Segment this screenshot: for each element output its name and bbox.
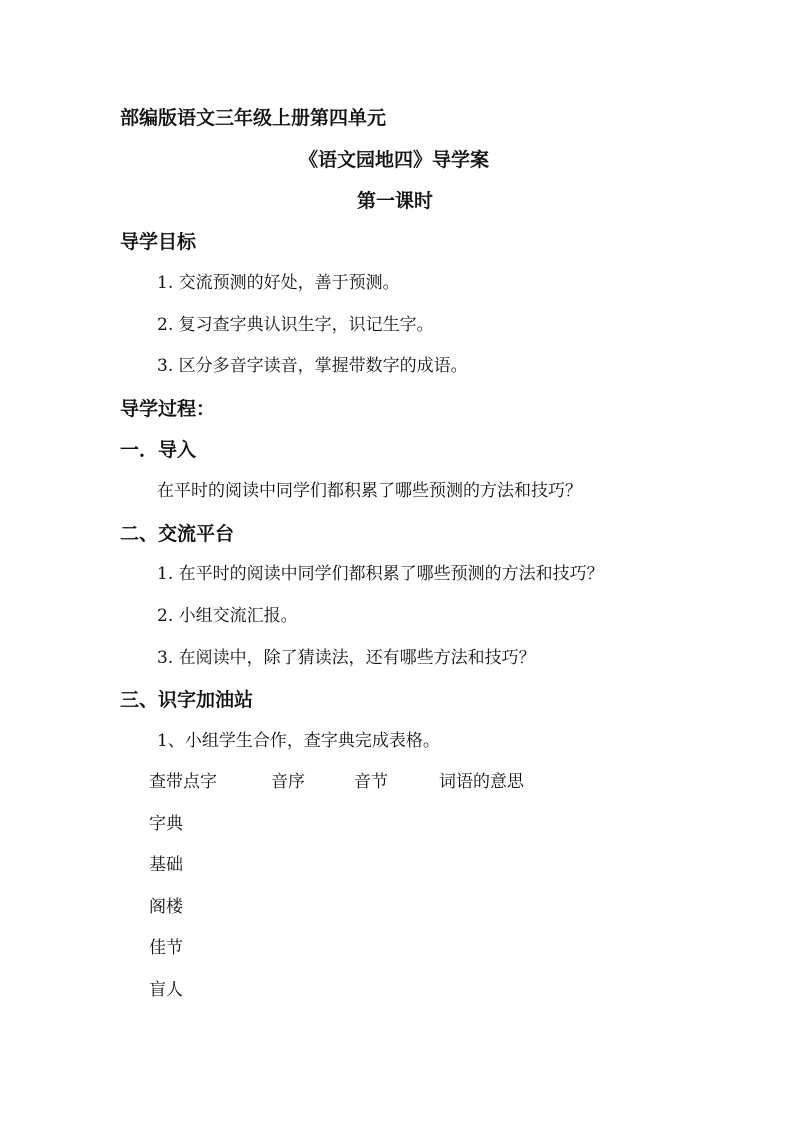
- process-heading: 导学过程：: [120, 398, 216, 420]
- table-row-word: 基础: [149, 855, 183, 875]
- section2-item-3: 3. 在阅读中，除了猜读法，还有哪些方法和技巧？: [157, 648, 536, 668]
- goal-item-3: 3. 区分多音字读音，掌握带数字的成语。: [157, 356, 468, 376]
- table-row-word: 佳节: [149, 938, 183, 958]
- table-header-cell: 查带点字: [149, 772, 217, 792]
- goal-item-1: 1. 交流预测的好处，善于预测。: [157, 273, 400, 293]
- table-row-word: 字典: [149, 814, 183, 834]
- doc-title-line3: 第一课时: [357, 190, 434, 212]
- doc-title-line1: 部编版语文三年级上册第四单元: [120, 107, 387, 129]
- section2-item-1: 1. 在平时的阅读中同学们都积累了哪些预测的方法和技巧？: [157, 564, 604, 584]
- goals-heading: 导学目标: [120, 231, 197, 253]
- section2-heading: 二、交流平台: [120, 523, 235, 545]
- section1-text: 在平时的阅读中同学们都积累了哪些预测的方法和技巧？: [157, 481, 582, 501]
- table-row-word: 盲人: [149, 980, 183, 1000]
- table-header-cell: 词语的意思: [439, 772, 524, 792]
- section2-item-2: 2. 小组交流汇报。: [157, 606, 298, 626]
- table-header-cell: 音节: [354, 772, 388, 792]
- section1-heading: 一．导入: [120, 439, 197, 461]
- table-header-cell: 音序: [271, 772, 305, 792]
- section3-heading: 三、识字加油站: [120, 689, 254, 711]
- table-row-word: 阁楼: [149, 897, 183, 917]
- section3-instruction: 1、小组学生合作，查字典完成表格。: [157, 731, 440, 751]
- goal-item-2: 2. 复习查字典认识生字，识记生字。: [157, 315, 434, 335]
- doc-title-line2: 《语文园地四》导学案: [299, 149, 490, 171]
